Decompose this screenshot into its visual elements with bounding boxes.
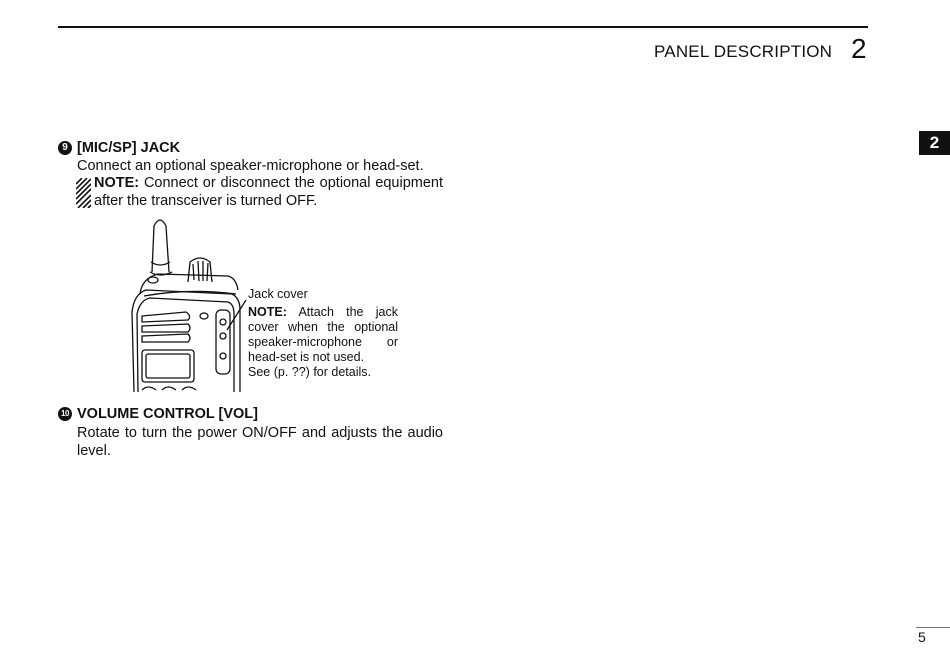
figure-note-line-5: See (p. ??) for details. — [248, 365, 371, 379]
chapter-tab: 2 — [919, 131, 950, 155]
figure-note-line-1: NOTE: Attach the jack — [248, 305, 398, 319]
figure-note-line-4: head-set is not used. — [248, 350, 365, 364]
page-number: 5 — [918, 629, 926, 645]
item-marker-9: 9 — [58, 141, 72, 155]
section-body: Connect an optional speaker-microphone or head-set. — [77, 158, 424, 174]
note-label: NOTE: — [94, 175, 140, 191]
section-title: [MIC/SP] JACK — [77, 140, 181, 156]
section-body-line-1: Rotate to turn the power ON/OFF and adjusts the audio — [77, 425, 443, 441]
note-line-2: after the transceiver is turned OFF. — [94, 193, 318, 209]
page-title: PANEL DESCRIPTION — [654, 42, 833, 61]
section-body-line-2: level. — [77, 443, 111, 459]
item-marker-10: 10 — [58, 407, 72, 421]
note-line-1: NOTE: Connect or disconnect the optional equipment — [94, 175, 444, 191]
footer-rule — [916, 627, 950, 628]
header-rule — [58, 26, 868, 28]
figure-note-label: NOTE: — [248, 305, 287, 319]
section-heading-mic-sp-jack — [58, 140, 180, 156]
callout-jack-cover: Jack cover — [248, 287, 308, 301]
note-hatch-icon — [76, 178, 91, 208]
section-title: VOLUME CONTROL [VOL] — [77, 406, 258, 422]
figure-note-line-3: speaker-microphone or — [248, 335, 398, 349]
figure-note-line-2: cover when the optional — [248, 320, 398, 334]
section-heading-volume-control — [58, 406, 258, 422]
transceiver-illustration — [128, 214, 253, 394]
chapter-number: 2 — [851, 33, 867, 64]
